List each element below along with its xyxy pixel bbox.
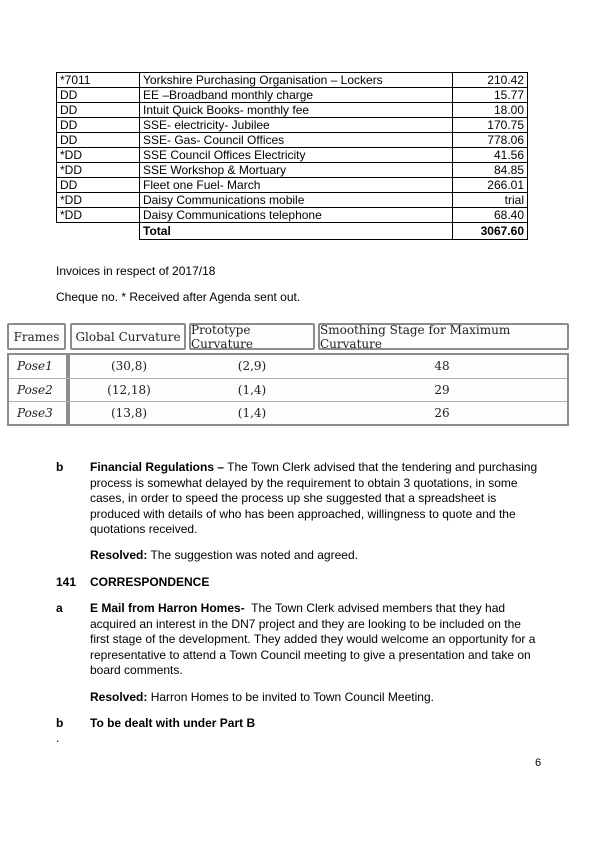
payment-description: SSE Council Offices Electricity	[140, 148, 453, 163]
payment-row	[57, 88, 528, 103]
payment-ref: DD	[57, 178, 140, 193]
financial-regulations-heading: Financial Regulations –	[90, 460, 225, 474]
payment-row	[57, 163, 528, 178]
total-label: Total	[140, 223, 453, 240]
payment-amount: 210.42	[453, 73, 528, 88]
payment-row	[57, 193, 528, 208]
payment-amount: 18.00	[453, 103, 528, 118]
payment-amount: 41.56	[453, 148, 528, 163]
figure-table-body	[7, 353, 569, 426]
payment-ref: DD	[57, 88, 140, 103]
paragraph-line: The Town Clerk advised members that they had	[244, 601, 506, 615]
payment-ref: DD	[57, 118, 140, 133]
paragraph-line: quotations received.	[90, 522, 198, 536]
paragraph-line: process is somewhat delayed by the requirement to obtain 3 quotations, in some	[90, 475, 518, 490]
total-row	[57, 223, 528, 240]
header-global-curvature: Global Curvature	[70, 323, 186, 350]
payment-ref: *DD	[57, 193, 140, 208]
stray-mark: .	[56, 731, 60, 745]
payment-row	[57, 178, 528, 193]
payment-ref: DD	[57, 103, 140, 118]
payments-table	[56, 72, 528, 240]
payment-description: Intuit Quick Books- monthly fee	[140, 103, 453, 118]
row2-prototype: (1,4)	[237, 383, 267, 397]
paragraph-line: produced with details of who has been approached, willingness to quote and the	[90, 506, 516, 521]
total-blank-cell	[57, 223, 140, 240]
payment-description: Yorkshire Purchasing Organisation – Lockers	[140, 73, 453, 88]
resolved-text: Harron Homes to be invited to Town Council Meeting.	[147, 690, 434, 704]
payment-description: Daisy Communications mobile	[140, 193, 453, 208]
payment-amount: 84.85	[453, 163, 528, 178]
payment-ref: *7011	[57, 73, 140, 88]
paragraph-line: board comments.	[90, 663, 183, 677]
financial-regulations-paragraph	[90, 460, 550, 538]
section-number: 141	[56, 575, 77, 589]
page-number: 6	[535, 757, 542, 769]
col-divider	[68, 355, 70, 424]
total-amount: 3067.60	[453, 223, 528, 240]
row1-prototype: (2,9)	[237, 359, 267, 373]
payment-amount: 15.77	[453, 88, 528, 103]
payment-row	[57, 118, 528, 133]
payment-ref: DD	[57, 133, 140, 148]
section-a-label: a	[56, 601, 63, 615]
payment-row	[57, 208, 528, 223]
resolved-label: Resolved:	[90, 548, 148, 562]
payment-description: Daisy Communications telephone	[140, 208, 453, 223]
payment-amount: 266.01	[453, 178, 528, 193]
cheque-note: Cheque no. * Received after Agenda sent out.	[56, 290, 301, 304]
payment-description: EE –Broadband monthly charge	[140, 88, 453, 103]
resolved-text: The suggestion was noted and agreed.	[147, 548, 358, 562]
payment-description: SSE Workshop & Mortuary	[140, 163, 453, 178]
paragraph-line: The Town Clerk advised that the tendering and purchasing	[224, 460, 538, 474]
curvature-table-figure	[7, 323, 569, 427]
section-title: CORRESPONDENCE	[90, 575, 210, 589]
payment-row	[57, 133, 528, 148]
row3-prototype: (1,4)	[237, 406, 267, 420]
payment-amount: 170.75	[453, 118, 528, 133]
payment-description: SSE- Gas- Council Offices	[140, 133, 453, 148]
paragraph-line: acquired an interest in the DN7 project and they are looking to be included on the	[90, 616, 521, 631]
harron-homes-paragraph	[90, 601, 550, 679]
row1-global: (30,8)	[110, 359, 148, 373]
financial-regulations-resolution	[90, 548, 550, 564]
paragraph-line: cases, in order to speed the process up she suggested that a spreadsheet is	[90, 491, 497, 505]
payment-row	[57, 103, 528, 118]
payment-row	[57, 148, 528, 163]
payment-row	[57, 73, 528, 88]
header-prototype-curvature: Prototype Curvature	[189, 323, 315, 350]
invoices-note: Invoices in respect of 2017/18	[56, 264, 216, 278]
row1-stage: 48	[434, 359, 450, 373]
header-frames: Frames	[7, 323, 66, 350]
part-b-note: To be dealt with under Part B	[90, 716, 256, 730]
section-b-label: b	[56, 460, 64, 474]
payment-amount: 68.40	[453, 208, 528, 223]
harron-homes-heading: E Mail from Harron Homes-	[90, 601, 245, 615]
paragraph-line: first stage of the development. They added they would welcome an opportunity for a	[90, 632, 536, 646]
payment-amount: trial	[453, 193, 528, 208]
paragraph-line: representative to attend a Town Council meeting to give a presentation and take on	[90, 647, 531, 662]
header-smoothing-stage: Smoothing Stage for Maximum Curvature	[318, 323, 569, 350]
row3-stage: 26	[434, 406, 450, 420]
row2-frame: Pose2	[17, 383, 53, 397]
payment-description: SSE- electricity- Jubilee	[140, 118, 453, 133]
payment-ref: *DD	[57, 163, 140, 178]
resolved-label: Resolved:	[90, 690, 148, 704]
row1-frame: Pose1	[17, 359, 53, 373]
row3-global: (13,8)	[110, 406, 148, 420]
payment-amount: 778.06	[453, 133, 528, 148]
payment-ref: *DD	[57, 208, 140, 223]
section-b2-label: b	[56, 716, 64, 730]
row2-global: (12,18)	[107, 383, 151, 397]
row3-frame: Pose3	[17, 406, 53, 420]
payment-ref: *DD	[57, 148, 140, 163]
row2-stage: 29	[434, 383, 450, 397]
harron-homes-resolution	[90, 690, 550, 706]
payment-description: Fleet one Fuel- March	[140, 178, 453, 193]
